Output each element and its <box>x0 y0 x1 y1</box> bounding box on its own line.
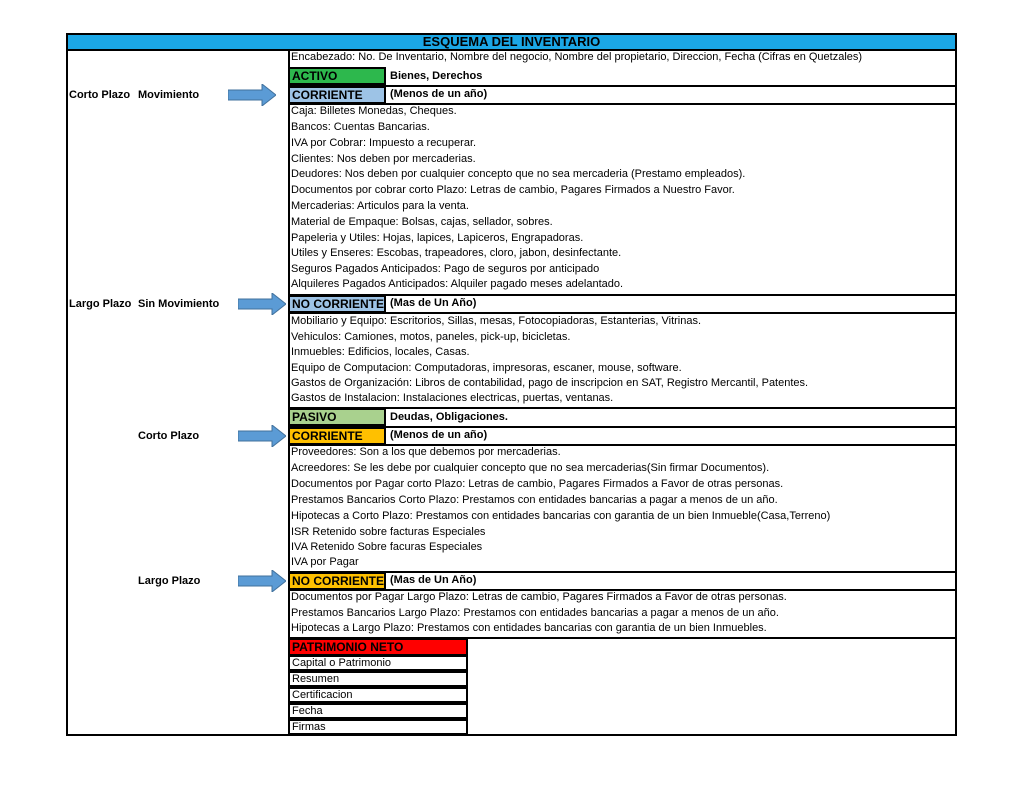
activo-desc: Bienes, Derechos <box>390 70 483 82</box>
side-label-corto-plazo: Corto Plazo <box>69 89 131 101</box>
list-item: Hipotecas a Largo Plazo: Prestamos con entidades bancarias con garantia de un bien Inmuebles. <box>291 622 767 634</box>
page-title: ESQUEMA DEL INVENTARIO <box>66 33 957 51</box>
list-item: Seguros Pagados Anticipados: Pago de seguros por anticipado <box>291 263 600 275</box>
side-label-corto-plazo-pasivo: Corto Plazo <box>138 430 200 442</box>
list-item: IVA por Cobrar: Impuesto a recuperar. <box>291 137 477 149</box>
list-item: Prestamos Bancarios Largo Plazo: Prestamos con entidades bancarias a pagar a menos de un año. <box>291 607 779 619</box>
row-divider <box>288 571 957 573</box>
pasivo-no-corriente-desc: (Mas de Un Año) <box>390 574 477 586</box>
header-note: Encabezado: No. De Inventario, Nombre del negocio, Nombre del propietario, Direccion, Fecha (Cifras en Quetzales) <box>291 51 863 63</box>
side-label-movimiento: Movimiento <box>138 89 200 101</box>
list-item: Alquileres Pagados Anticipados: Alquiler pagado meses adelantado. <box>291 278 624 290</box>
list-item: Bancos: Cuentas Bancarias. <box>291 121 430 133</box>
row-divider <box>288 426 957 428</box>
list-item: Gastos de Instalacion: Instalaciones electricas, puertas, ventanas. <box>291 392 614 404</box>
list-item: ISR Retenido sobre facturas Especiales <box>291 526 486 538</box>
pasivo-desc: Deudas, Obligaciones. <box>390 411 508 423</box>
arrow-right-icon <box>238 570 286 592</box>
list-item: Mercaderias: Articulos para la venta. <box>291 200 469 212</box>
row-divider <box>288 85 957 87</box>
list-item: Deudores: Nos deben por cualquier concepto que no sea mercaderia (Prestamo empleados). <box>291 168 746 180</box>
list-item: Acreedores: Se les debe por cualquier concepto que no sea mercaderias(Sin firmar Documentos). <box>291 462 770 474</box>
list-item: Clientes: Nos deben por mercaderias. <box>291 153 476 165</box>
side-label-largo-plazo-pasivo: Largo Plazo <box>138 575 201 587</box>
list-item: Hipotecas a Corto Plazo: Prestamos con entidades bancarias con garantia de un bien Inmueble(Casa,Terreno) <box>291 510 831 522</box>
pasivo-no-corriente-label: NO CORRIENTE <box>288 572 386 590</box>
list-item: Material de Empaque: Bolsas, cajas, sellador, sobres. <box>291 216 553 228</box>
list-item: Mobiliario y Equipo: Escritorios, Sillas, mesas, Fotocopiadoras, Estanterias, Vitrinas. <box>291 315 702 327</box>
row-divider <box>288 294 957 296</box>
patrimonio-label: PATRIMONIO NETO <box>288 638 468 656</box>
activo-label: ACTIVO <box>288 67 386 85</box>
patrimonio-item: Fecha <box>288 703 468 719</box>
pasivo-corriente-desc: (Menos de un año) <box>390 429 488 441</box>
arrow-right-icon <box>228 84 276 106</box>
column-divider <box>288 51 290 736</box>
side-label-largo-plazo: Largo Plazo <box>69 298 132 310</box>
patrimonio-item: Capital o Patrimonio <box>288 655 468 671</box>
list-item: IVA Retenido Sobre facuras Especiales <box>291 541 483 553</box>
list-item: Caja: Billetes Monedas, Cheques. <box>291 105 457 117</box>
list-item: Vehiculos: Camiones, motos, paneles, pick-up, bicicletas. <box>291 331 571 343</box>
list-item: Documentos por Pagar Largo Plazo: Letras de cambio, Pagares Firmados a Favor de otras personas. <box>291 591 787 603</box>
activo-no-corriente-label: NO CORRIENTE <box>288 295 386 313</box>
patrimonio-item: Resumen <box>288 671 468 687</box>
side-label-sin-movimiento: Sin Movimiento <box>138 298 220 310</box>
list-item: Equipo de Computacion: Computadoras, impresoras, escaner, mouse, software. <box>291 362 682 374</box>
activo-no-corriente-desc: (Mas de Un Año) <box>390 297 477 309</box>
patrimonio-item: Certificacion <box>288 687 468 703</box>
patrimonio-item: Firmas <box>288 719 468 735</box>
list-item: Proveedores: Son a los que debemos por mercaderias. <box>291 446 561 458</box>
activo-corriente-label: CORRIENTE <box>288 86 386 104</box>
list-item: Prestamos Bancarios Corto Plazo: Prestamos con entidades bancarias a pagar a menos de un año. <box>291 494 778 506</box>
pasivo-corriente-label: CORRIENTE <box>288 427 386 445</box>
list-item: Inmuebles: Edificios, locales, Casas. <box>291 346 470 358</box>
pasivo-label: PASIVO <box>288 408 386 426</box>
list-item: Documentos por cobrar corto Plazo: Letras de cambio, Pagares Firmados a Nuestro Favor. <box>291 184 735 196</box>
arrow-right-icon <box>238 425 286 447</box>
list-item: Documentos por Pagar corto Plazo: Letras de cambio, Pagares Firmados a Favor de otras personas. <box>291 478 784 490</box>
list-item: IVA por Pagar <box>291 556 359 568</box>
list-item: Gastos de Organización: Libros de contabilidad, pago de inscripcion en SAT, Registro Mercantil, Patentes. <box>291 377 809 389</box>
list-item: Papeleria y Utiles: Hojas, lapices, Lapiceros, Engrapadoras. <box>291 232 584 244</box>
arrow-right-icon <box>238 293 286 315</box>
activo-corriente-desc: (Menos de un año) <box>390 88 488 100</box>
list-item: Utiles y Enseres: Escobas, trapeadores, cloro, jabon, desinfectante. <box>291 247 622 259</box>
row-divider <box>288 407 957 409</box>
